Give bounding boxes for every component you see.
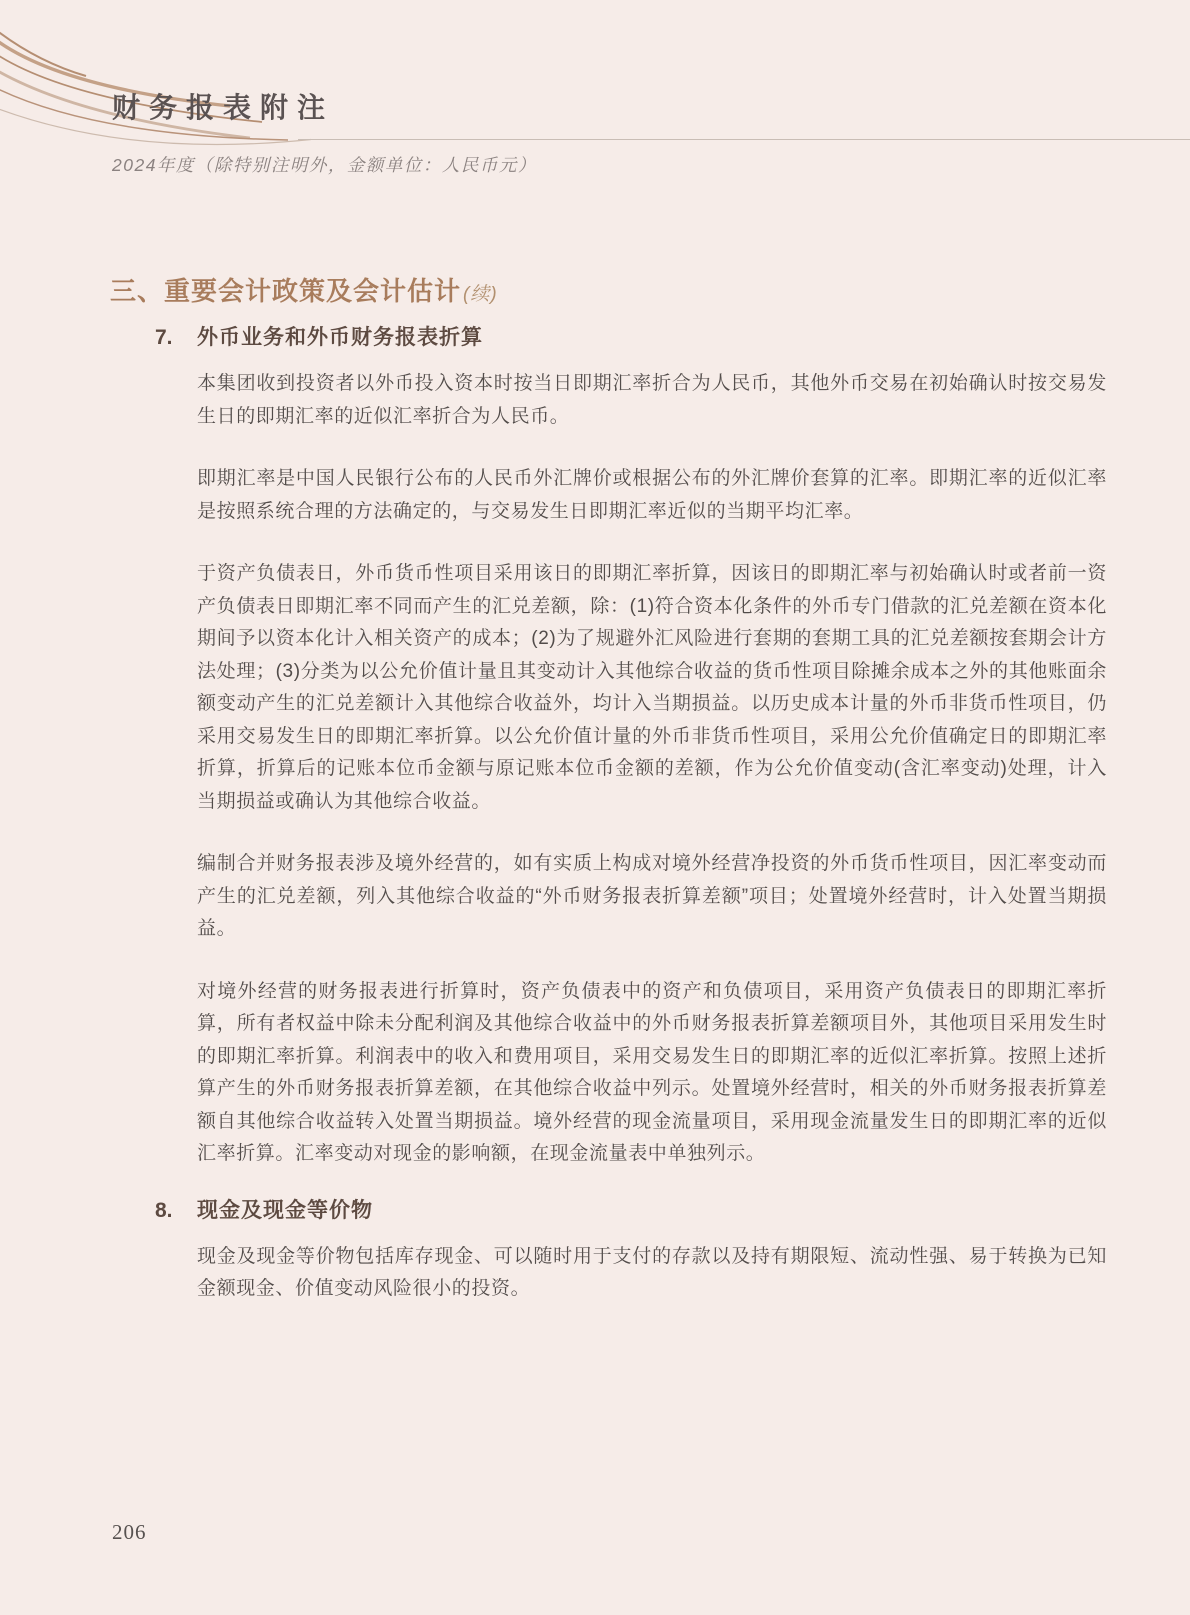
item-paragraph: 对境外经营的财务报表进行折算时，资产负债表中的资产和负债项目，采用资产负债表日的即期汇率折算，所有者权益中除未分配利润及其他综合收益中的外币财务报表折算差额项目外，其他项目采用发生时的即期汇率折算。利润表中的收入和费用项目，采用交易发生日的即期汇率的近似汇率折算。按照上述折算产生的外币财务报表折算差额，在其他综合收益中列示。处置境外经营时，相关的外币财务报表折算差额自其他综合收益转入处置当期损益。境外经营的现金流量项目，采用现金流量发生日的即期汇率的近似汇率折算。汇率变动对现金的影响额，在现金流量表中单独列示。 (197, 980, 1107, 1164)
section-heading (110, 277, 1110, 309)
item-header (110, 326, 1110, 350)
page-title: 财务报表附注 (112, 93, 335, 124)
item-8-cash-equivalents (110, 1199, 1110, 1306)
item-paragraph: 本集团收到投资者以外币投入资本时按当日即期汇率折合为人民币，其他外币交易在初始确认时按交易发生日的即期汇率的近似汇率折合为人民币。 (197, 373, 1107, 427)
item-paragraph: 即期汇率是中国人民银行公布的人民币外汇牌价或根据公布的外汇牌价套算的汇率。即期汇率的近似汇率是按照系统合理的方法确定的，与交易发生日即期汇率近似的当期平均汇率。 (197, 468, 1107, 522)
report-period-subtitle: 2024年度（除特别注明外，金额单位：人民币元） (112, 155, 537, 175)
item-paragraph: 现金及现金等价物包括库存现金、可以随时用于支付的存款以及持有期限短、流动性强、易于转换为已知金额现金、价值变动风险很小的投资。 (197, 1245, 1107, 1299)
page-number: 206 (112, 1520, 147, 1544)
item-header (110, 1199, 1110, 1223)
item-paragraph: 编制合并财务报表涉及境外经营的，如有实质上构成对境外经营净投资的外币货币性项目，因汇率变动而产生的汇兑差额，列入其他综合收益的“外币财务报表折算差额”项目；处置境外经营时，计入处置当期损益。 (197, 853, 1107, 939)
section-continued-label: (续) (463, 284, 498, 305)
item-title: 现金及现金等价物 (197, 1198, 373, 1222)
header-divider (298, 139, 1190, 140)
notes-content (110, 277, 1110, 1306)
item-body (197, 368, 1107, 1171)
section-heading-text: 三、重要会计政策及会计估计 (110, 276, 462, 306)
item-number: 7. (155, 326, 173, 349)
item-number: 8. (155, 1198, 173, 1222)
item-title: 外币业务和外币财务报表折算 (197, 326, 483, 349)
item-7-foreign-currency (110, 326, 1110, 1171)
item-paragraph: 于资产负债表日，外币货币性项目采用该日的即期汇率折算，因该日的即期汇率与初始确认时或者前一资产负债表日即期汇率不同而产生的汇兑差额，除：(1)符合资本化条件的外币专门借款的汇兑差额在资本化期间予以资本化计入相关资产的成本；(2)为了规避外汇风险进行套期的套期工具的汇兑差额按套期会计方法处理；(3)分类为以公允价值计量且其变动计入其他综合收益的货币性项目除摊余成本之外的其他账面余额变动产生的汇兑差额计入其他综合收益外，均计入当期损益。以历史成本计量的外币非货币性项目，仍采用交易发生日的即期汇率折算。以公允价值计量的外币非货币性项目，采用公允价值确定日的即期汇率折算，折算后的记账本位币金额与原记账本位币金额的差额，作为公允价值变动(含汇率变动)处理，计入当期损益或确认为其他综合收益。 (197, 563, 1107, 812)
item-body (197, 1241, 1107, 1306)
wave-swoosh-icon (0, 0, 312, 170)
